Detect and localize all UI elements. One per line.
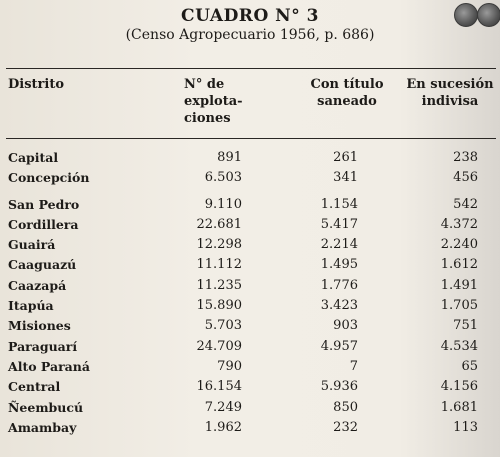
table-row <box>0 217 500 237</box>
titulo-value: 850 <box>333 399 358 415</box>
table-row <box>0 278 500 298</box>
titulo-value: 3.423 <box>320 298 358 314</box>
explotaciones-value: 7.249 <box>204 399 242 415</box>
explotaciones-value: 12.298 <box>196 237 242 253</box>
district-name: Guairá <box>8 237 56 253</box>
district-name: Cordillera <box>8 216 79 232</box>
district-name: Alto Paraná <box>8 358 90 374</box>
sucesion-value: 1.612 <box>440 257 478 273</box>
header-titulo: Con título saneado <box>310 77 384 109</box>
titulo-value: 1.495 <box>320 257 358 273</box>
titulo-value: 5.417 <box>320 216 358 232</box>
explotaciones-value: 1.962 <box>204 419 242 435</box>
sucesion-value: 4.372 <box>440 216 478 232</box>
district-name: Itapúa <box>8 298 54 314</box>
sucesion-value: 1.491 <box>440 277 478 293</box>
explotaciones-value: 15.890 <box>196 298 242 314</box>
explotaciones-value: 22.681 <box>196 216 242 232</box>
district-name: San Pedro <box>8 196 80 212</box>
sucesion-value: 65 <box>461 358 478 374</box>
sucesion-value: 2.240 <box>440 237 478 253</box>
explotaciones-value: 6.503 <box>204 170 242 186</box>
district-name: Caazapá <box>8 277 67 293</box>
header-distrito: Distrito <box>8 77 64 92</box>
district-name: Amambay <box>8 419 77 435</box>
sucesion-value: 456 <box>453 170 478 186</box>
header-rule <box>6 138 496 139</box>
district-name: Paraguarí <box>8 338 78 354</box>
titulo-value: 261 <box>333 150 358 165</box>
titulo-value: 2.214 <box>320 237 358 253</box>
top-rule <box>6 68 496 69</box>
sucesion-value: 1.681 <box>440 399 478 415</box>
district-name: Central <box>8 379 61 395</box>
header-sucesion: En sucesión indivisa <box>406 77 494 109</box>
table-row <box>0 339 500 359</box>
table-subtitle: (Censo Agropecuario 1956, p. 686) <box>125 27 375 43</box>
sucesion-value: 238 <box>453 150 478 165</box>
titulo-value: 232 <box>333 419 358 435</box>
header-explotaciones: N° de explota- ciones <box>184 77 243 126</box>
district-name: Caaguazú <box>8 257 77 273</box>
table-row <box>0 150 500 170</box>
explotaciones-value: 24.709 <box>196 338 242 354</box>
table-row <box>0 257 500 277</box>
titulo-value: 341 <box>333 170 358 186</box>
table-row <box>0 170 500 190</box>
district-name: Ñeembucú <box>8 399 84 415</box>
table-row <box>0 379 500 399</box>
sucesion-value: 1.705 <box>440 298 478 314</box>
explotaciones-value: 891 <box>217 150 242 165</box>
explotaciones-value: 5.703 <box>204 318 242 334</box>
sucesion-value: 113 <box>453 419 478 435</box>
district-name: Capital <box>8 150 59 165</box>
titulo-value: 4.957 <box>320 338 358 354</box>
sucesion-value: 751 <box>453 318 478 334</box>
table-row <box>0 298 500 318</box>
district-name: Concepción <box>8 170 90 186</box>
explotaciones-value: 11.112 <box>196 257 242 273</box>
table-row <box>0 237 500 257</box>
sucesion-value: 542 <box>453 196 478 212</box>
explotaciones-value: 790 <box>217 358 242 374</box>
district-name: Misiones <box>8 318 71 334</box>
table-body <box>0 150 500 440</box>
titulo-value: 7 <box>349 358 358 374</box>
explotaciones-value: 9.110 <box>204 196 242 212</box>
sucesion-value: 4.534 <box>440 338 478 354</box>
table-row <box>0 359 500 379</box>
explotaciones-value: 16.154 <box>196 379 242 395</box>
table-title: CUADRO N° 3 <box>181 6 319 26</box>
titulo-value: 1.154 <box>320 196 358 212</box>
table-row <box>0 318 500 338</box>
table-row <box>0 420 500 440</box>
table-row <box>0 400 500 420</box>
titulo-value: 5.936 <box>320 379 358 395</box>
titulo-value: 903 <box>333 318 358 334</box>
sucesion-value: 4.156 <box>440 379 478 395</box>
titulo-value: 1.776 <box>320 277 358 293</box>
explotaciones-value: 11.235 <box>196 277 242 293</box>
table-row <box>0 197 500 217</box>
